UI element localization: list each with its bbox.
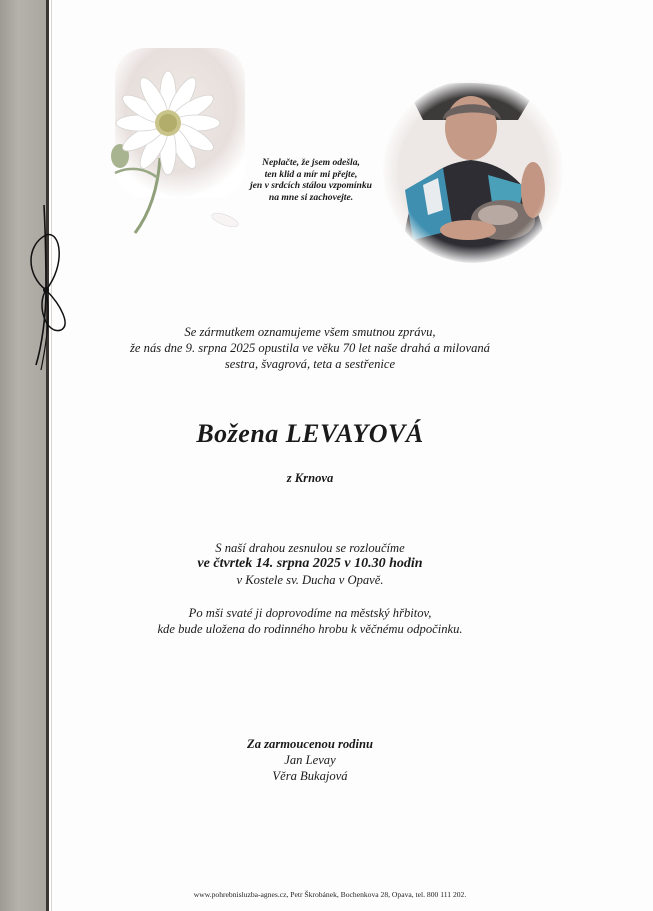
mourning-family xyxy=(80,736,540,784)
verse-line: Neplačte, že jsem odešla, xyxy=(262,157,360,168)
portrait-photo xyxy=(383,80,563,263)
deceased-origin: z Krnova xyxy=(286,471,334,485)
daisy-flower-image xyxy=(100,48,250,238)
deceased-name: Božena LEVAYOVÁ xyxy=(196,419,424,448)
verse-line: ten klid a mír mi přejte, xyxy=(264,168,358,180)
decorative-side-stripe xyxy=(0,0,46,911)
ceremony-location: v Kostele sv. Ducha v Opavě. xyxy=(236,573,384,587)
funeral-service-footer: www.pohrebnisluzba-agnes.cz, Petr Škrobánek, Bochenkova 28, Opava, tel. 800 111 202. xyxy=(193,890,467,899)
burial-line: Po mši svaté ji doprovodíme na městský hřbitov, xyxy=(188,606,432,620)
death-announcement xyxy=(80,324,540,372)
announcement-line: Se zármutkem oznamujeme všem smutnou zprávu, xyxy=(184,325,436,339)
announcement-line: sestra, švagrová, teta a sestřenice xyxy=(224,357,396,371)
family-member: Jan Levay xyxy=(284,753,336,767)
ceremony-date-time: ve čtvrtek 14. srpna 2025 v 10.30 hodin xyxy=(197,556,423,571)
memorial-verse xyxy=(236,157,386,203)
farewell-ceremony xyxy=(80,540,540,588)
burial-line: kde bude uložena do rodinného hrobu k věčnému odpočinku. xyxy=(157,622,463,636)
stripe-highlight-line xyxy=(51,0,52,911)
farewell-intro: S naší drahou zesnulou se rozloučíme xyxy=(215,541,405,555)
burial-info xyxy=(80,605,540,637)
family-heading: Za zarmoucenou rodinu xyxy=(247,737,373,751)
announcement-line: že nás dne 9. srpna 2025 opustila ve věku 70 let naše drahá a milovaná xyxy=(130,341,490,355)
verse-line: jen v srdcích stálou vzpomínku xyxy=(249,180,373,191)
ribbon-bow-icon xyxy=(16,205,76,375)
stripe-border-line xyxy=(46,0,49,911)
family-member: Věra Bukajová xyxy=(272,769,348,783)
verse-line: na mne si zachovejte. xyxy=(268,191,354,203)
